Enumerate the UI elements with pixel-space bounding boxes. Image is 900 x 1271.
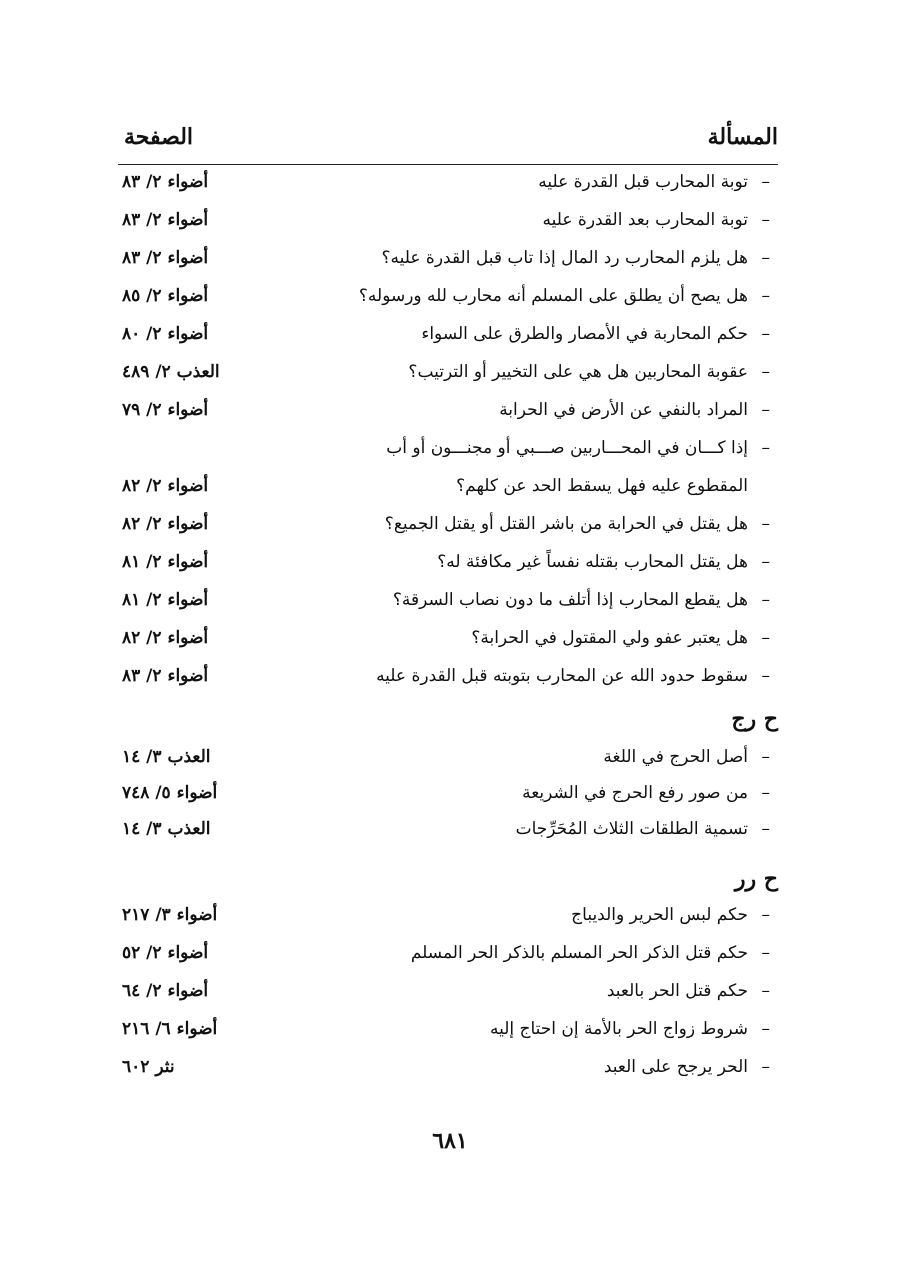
entry-reference: أضواء ٢/ ٨٢ — [122, 476, 209, 496]
index-entry — [118, 941, 778, 975]
index-entry — [118, 170, 778, 204]
entry-reference: أضواء ٢/ ٨٥ — [122, 286, 209, 306]
entry-question: عقوبة المحاربين هل هي على التخيير أو الترتيب؟ — [408, 362, 748, 382]
entry-dash: – — [761, 552, 770, 572]
entry-dash: – — [761, 666, 770, 686]
entry-dash: – — [761, 1019, 770, 1039]
entry-reference: العذب ٣/ ١٤ — [122, 747, 211, 767]
page-number: ٦٨١ — [432, 1128, 468, 1154]
entry-dash: – — [761, 248, 770, 268]
entry-dash: – — [761, 400, 770, 420]
entry-question: هل يلزم المحارب رد المال إذا تاب قبل القدرة عليه؟ — [381, 248, 748, 268]
entry-reference: أضواء ٢/ ٧٩ — [122, 400, 209, 420]
entry-dash: – — [761, 819, 770, 839]
index-entry — [118, 246, 778, 280]
entry-question: تسمية الطلقات الثلاث المُحَرِّجات — [515, 819, 748, 839]
entry-question: الحر يرجح على العبد — [603, 1057, 748, 1077]
index-entry — [118, 1017, 778, 1051]
entry-dash: – — [761, 438, 770, 458]
entry-reference: أضواء ٢/ ٨٢ — [122, 628, 209, 648]
entry-question: المراد بالنفي عن الأرض في الحرابة — [499, 400, 748, 420]
index-entry — [118, 360, 778, 394]
entry-dash: – — [761, 783, 770, 803]
entry-reference: أضواء ٦/ ٢١٦ — [122, 1019, 218, 1039]
entry-question: هل يقتل المحارب بقتله نفساً غير مكافئة له؟ — [437, 552, 748, 572]
entry-question: حكم لبس الحرير والديباج — [571, 905, 748, 925]
index-entry — [118, 979, 778, 1013]
entry-reference: أضواء ٢/ ٥٢ — [122, 943, 209, 963]
entry-question: حكم المحاربة في الأمصار والطرق على السواء — [421, 324, 748, 344]
entry-reference: أضواء ٢/ ٨١ — [122, 590, 209, 610]
entry-reference: أضواء ٢/ ٦٤ — [122, 981, 209, 1001]
index-entry — [118, 284, 778, 318]
entry-reference: أضواء ٢/ ٨٣ — [122, 210, 209, 230]
entry-question: هل يقطع المحارب إذا أتلف ما دون نصاب السرقة؟ — [392, 590, 748, 610]
index-entry — [118, 745, 778, 779]
section-title-harar: ح رر — [734, 866, 778, 892]
index-entry — [118, 626, 778, 660]
entry-dash: – — [761, 286, 770, 306]
entry-dash: – — [761, 1057, 770, 1077]
entry-reference: أضواء ٢/ ٨١ — [122, 552, 209, 572]
entry-question: هل يقتل في الحرابة من باشر القتل أو يقتل الجميع؟ — [384, 514, 748, 534]
index-entry — [118, 550, 778, 584]
entry-dash: – — [761, 172, 770, 192]
index-entry — [118, 208, 778, 242]
entry-reference: أضواء ٢/ ٨٢ — [122, 514, 209, 534]
table-header — [118, 122, 778, 165]
entry-reference: العذب ٣/ ١٤ — [122, 819, 211, 839]
entry-question: هل يعتبر عفو ولي المقتول في الحرابة؟ — [471, 628, 748, 648]
section-title-haraj: ح رج — [731, 706, 778, 732]
entry-dash: – — [761, 362, 770, 382]
entry-dash: – — [761, 514, 770, 534]
entry-reference: العذب ٢/ ٤٨٩ — [122, 362, 220, 382]
index-entry — [118, 781, 778, 815]
index-entry — [118, 322, 778, 356]
entry-reference: نثر ٦٠٢ — [122, 1057, 175, 1077]
entry-dash: – — [761, 210, 770, 230]
page-column-header: الصفحة — [124, 124, 194, 150]
entry-question: توبة المحارب بعد القدرة عليه — [542, 210, 748, 230]
index-entry — [118, 512, 778, 546]
entry-dash: – — [761, 943, 770, 963]
entry-dash: – — [761, 981, 770, 1001]
index-entry — [118, 903, 778, 937]
entry-question: المقطوع عليه فهل يسقط الحد عن كلهم؟ — [456, 476, 748, 496]
entry-reference: أضواء ٢/ ٨٣ — [122, 248, 209, 268]
entry-question: من صور رفع الحرج في الشريعة — [522, 783, 748, 803]
index-entry — [118, 1055, 778, 1089]
entry-dash: – — [761, 628, 770, 648]
entry-reference: أضواء ٢/ ٨٣ — [122, 172, 209, 192]
entry-reference: أضواء ٥/ ٧٤٨ — [122, 783, 218, 803]
index-entry — [118, 588, 778, 622]
entry-question: أصل الحرج في اللغة — [603, 747, 748, 767]
entry-dash: – — [761, 590, 770, 610]
entry-dash: – — [761, 747, 770, 767]
entry-question: توبة المحارب قبل القدرة عليه — [538, 172, 748, 192]
question-column-header: المسألة — [707, 124, 778, 150]
index-entry — [118, 398, 778, 432]
index-entry — [118, 436, 778, 470]
index-entry — [118, 474, 778, 508]
entry-question: حكم قتل الذكر الحر المسلم بالذكر الحر المسلم — [410, 943, 748, 963]
index-entry — [118, 817, 778, 851]
entry-dash: – — [761, 905, 770, 925]
entry-dash: – — [761, 324, 770, 344]
entry-question: حكم قتل الحر بالعبد — [606, 981, 748, 1001]
entry-reference: أضواء ٢/ ٨٠ — [122, 324, 209, 344]
index-entry — [118, 664, 778, 698]
entry-question: شروط زواج الحر بالأمة إن احتاج إليه — [489, 1019, 748, 1039]
entry-question: هل يصح أن يطلق على المسلم أنه محارب لله ورسوله؟ — [358, 286, 748, 306]
entry-reference: أضواء ٢/ ٨٣ — [122, 666, 209, 686]
entry-reference: أضواء ٣/ ٢١٧ — [122, 905, 218, 925]
entry-question: سقوط حدود الله عن المحارب بتوبته قبل القدرة عليه — [376, 666, 748, 686]
entry-question: إذا كـــان في المحـــاربين صـــبي أو مجنـــون أو أب — [386, 438, 748, 458]
